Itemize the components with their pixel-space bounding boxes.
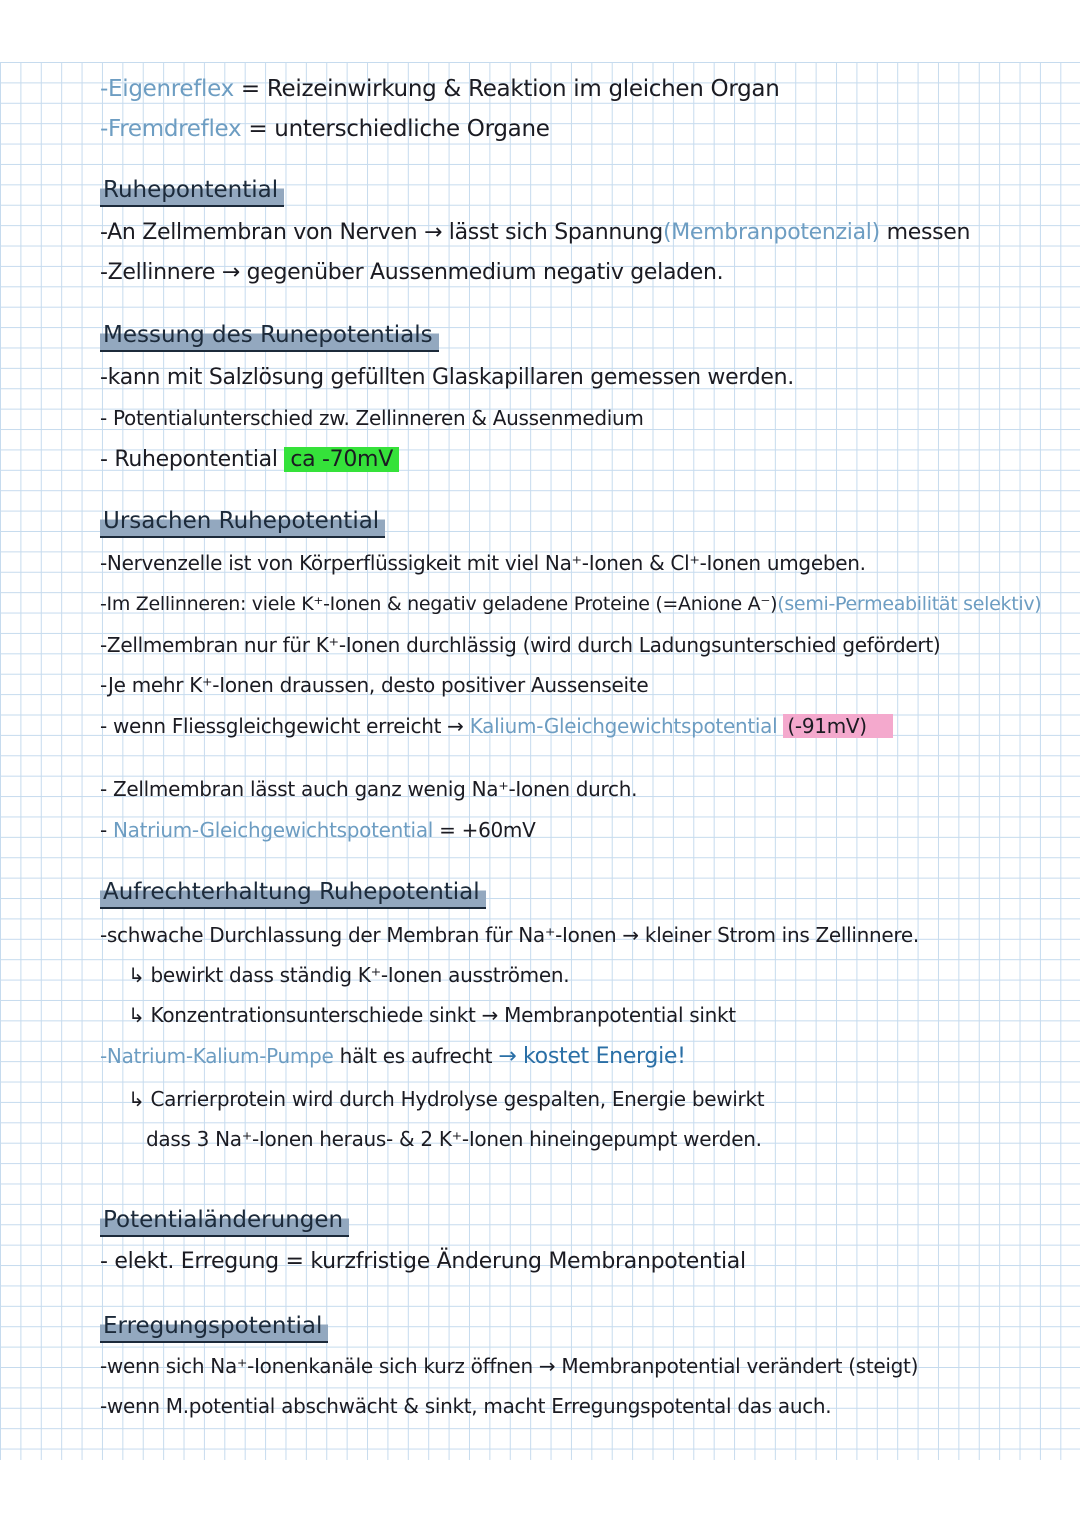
potentialaenderungen-line-1: - elekt. Erregung = kurzfristige Änderung Membranpotential bbox=[100, 1249, 746, 1274]
erregungspotential-line-2: -wenn M.potential abschwächt & sinkt, macht Erregungspotental das auch. bbox=[100, 1394, 832, 1418]
aufrechterhaltung-line-2: ↳ bewirkt dass ständig K⁺-Ionen ausströmen. bbox=[128, 963, 570, 987]
aufrechterhaltung-line-3: ↳ Konzentrationsunterschiede sinkt → Membranpotential sinkt bbox=[128, 1003, 736, 1027]
ursachen-line-5 bbox=[100, 711, 893, 741]
messung-line-1: -kann mit Salzlösung gefüllten Glaskapillaren gemessen werden. bbox=[100, 365, 794, 390]
heading-ruhepotential: Ruhepontential bbox=[100, 175, 284, 207]
aufrechterhaltung-line-5: ↳ Carrierprotein wird durch Hydrolyse gespalten, Energie bewirkt bbox=[128, 1087, 765, 1111]
eigenreflex-definition: = Reizeinwirkung & Reaktion im gleichen Organ bbox=[240, 76, 780, 102]
messung-line-3 bbox=[100, 445, 399, 475]
natrium-kalium-pumpe-term: -Natrium-Kalium-Pumpe bbox=[100, 1044, 334, 1068]
kalium-value-highlight: (-91mV) bbox=[783, 714, 892, 738]
fremdreflex-term: -Fremdreflex bbox=[100, 116, 242, 142]
ruhepotential-line-1-text: -An Zellmembran von Nerven → lässt sich Spannung bbox=[100, 220, 663, 245]
kostet-energie-emphasis: → kostet Energie! bbox=[498, 1044, 686, 1069]
fremdreflex-line bbox=[100, 114, 550, 144]
heading-erregungspotential: Erregungspotential bbox=[100, 1311, 328, 1343]
eigenreflex-line bbox=[100, 74, 779, 104]
semi-permeabilitaet-term: (semi-Permeabilität selektiv) bbox=[777, 593, 1042, 615]
messung-line-2: - Potentialunterschied zw. Zellinneren & Aussenmedium bbox=[100, 406, 644, 430]
heading-ursachen: Ursachen Ruhepotential bbox=[100, 506, 385, 538]
heading-aufrechterhaltung: Aufrechterhaltung Ruhepotential bbox=[100, 877, 486, 909]
eigenreflex-term: -Eigenreflex bbox=[100, 76, 234, 102]
ursachen-line-3: -Zellmembran nur für K⁺-Ionen durchlässig (wird durch Ladungsunterschied gefördert) bbox=[100, 633, 941, 657]
erregungspotential-line-1: -wenn sich Na⁺-Ionenkanäle sich kurz öffnen → Membranpotential verändert (steigt) bbox=[100, 1354, 919, 1378]
ursachen-line-4: -Je mehr K⁺-Ionen draussen, desto positiver Aussenseite bbox=[100, 673, 649, 697]
messung-line-3-text: - Ruhepontential bbox=[100, 447, 278, 472]
ursachen-line-2-text: -Im Zellinneren: viele K⁺-Ionen & negativ geladene Proteine (=Anione A⁻) bbox=[100, 593, 778, 615]
aufrechterhaltung-line-4 bbox=[100, 1041, 686, 1072]
natrium-gleichgewichtspotential-term: Natrium-Gleichgewichtspotential bbox=[112, 818, 434, 842]
natrium-value: = +60mV bbox=[439, 818, 536, 842]
ruhepotential-line-2: -Zellinnere → gegenüber Aussenmedium negativ geladen. bbox=[100, 260, 724, 285]
aufrechterhaltung-line-1: -schwache Durchlassung der Membran für Na⁺-Ionen → kleiner Strom ins Zellinnere. bbox=[100, 923, 919, 947]
ursachen-line-6: - Zellmembran lässt auch ganz wenig Na⁺-Ionen durch. bbox=[100, 777, 638, 801]
ursachen-line-7 bbox=[100, 815, 535, 845]
heading-messung: Messung des Runepotentials bbox=[100, 320, 439, 352]
heading-potentialaenderungen: Potentialänderungen bbox=[100, 1205, 349, 1237]
ruhepotential-line-1 bbox=[100, 218, 970, 248]
aufrechterhaltung-line-4-text: hält es aufrecht bbox=[339, 1044, 493, 1068]
aufrechterhaltung-line-6: dass 3 Na⁺-Ionen heraus- & 2 K⁺-Ionen hineingepumpt werden. bbox=[146, 1127, 762, 1151]
ursachen-line-1: -Nervenzelle ist von Körperflüssigkeit mit viel Na⁺-Ionen & Cl⁺-Ionen umgeben. bbox=[100, 551, 866, 575]
ursachen-line-5-text: - wenn Fliessgleichgewicht erreicht → bbox=[100, 714, 464, 738]
fremdreflex-definition: = unterschiedliche Organe bbox=[248, 116, 550, 142]
ruhepotential-value-highlight: ca -70mV bbox=[284, 447, 399, 472]
ursachen-line-7-prefix: - bbox=[100, 818, 107, 842]
ruhepotential-line-1-tail: messen bbox=[886, 220, 971, 245]
membranpotenzial-term: (Membranpotenzial) bbox=[662, 220, 880, 245]
kalium-gleichgewichtspotential-term: Kalium-Gleichgewichtspotential bbox=[469, 714, 778, 738]
ursachen-line-2 bbox=[100, 589, 1041, 619]
